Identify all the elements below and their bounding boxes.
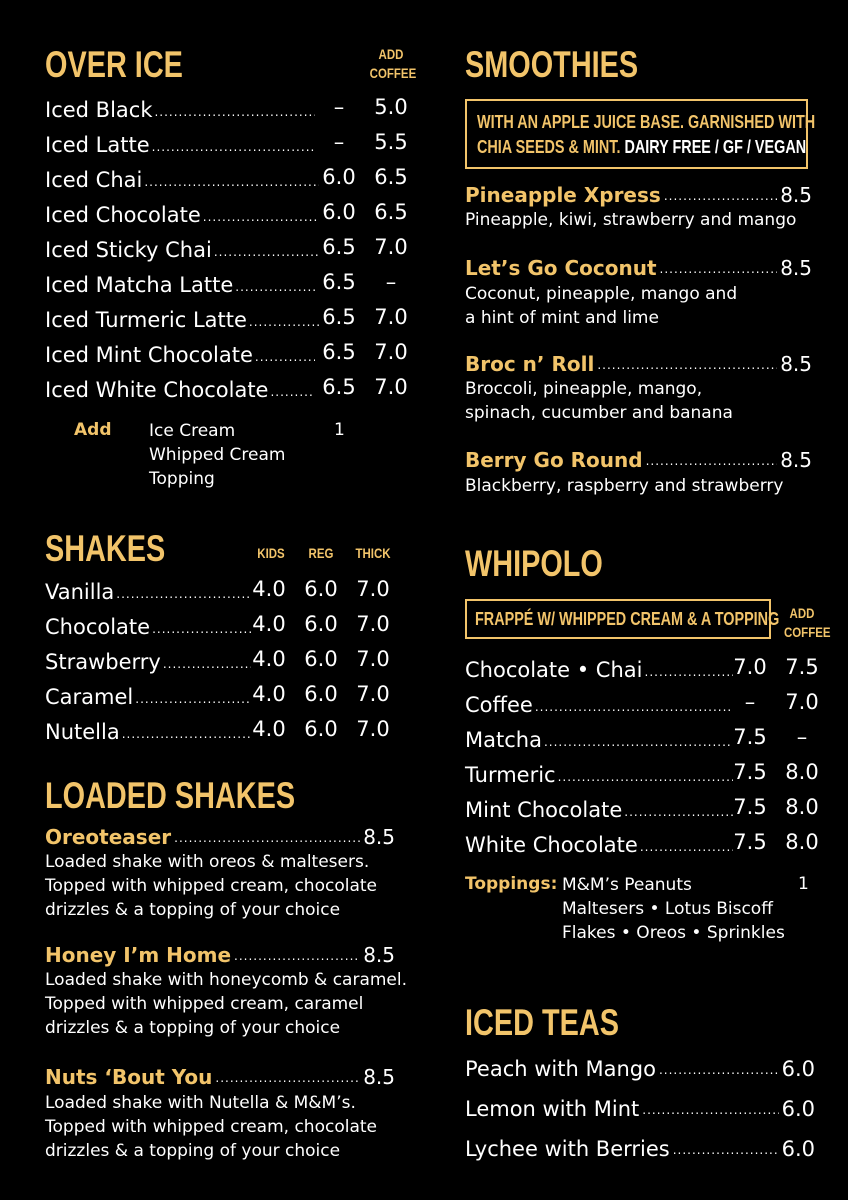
item-description: Loaded shake with honeycomb & caramel. Topped with whipped cream, caramel drizzles & a topping of your choice — [45, 970, 408, 1038]
thick-price: 7.0 — [356, 612, 390, 636]
coffee-price: 8.0 — [785, 830, 819, 854]
price: 7.5 — [733, 795, 767, 819]
item-name: Berry Go Round — [465, 448, 643, 472]
item-description: Pineapple, kiwi, strawberry and mango — [465, 210, 797, 230]
thick-header: THICK — [355, 545, 391, 561]
item-description: Coconut, pineapple, mango and a hint of mint and lime — [465, 284, 738, 328]
menu-item — [465, 1135, 815, 1163]
item-price: 6.0 — [781, 1097, 815, 1121]
list-item: Vanilla ..... — [45, 577, 253, 607]
kids-price: 4.0 — [252, 612, 286, 636]
coffee-price: 8.0 — [785, 795, 819, 819]
toppings-list — [562, 873, 785, 945]
price: 6.5 — [322, 305, 356, 329]
coffee-price: 7.0 — [374, 375, 408, 399]
reg-price: 6.0 — [304, 717, 338, 741]
item-price: 6.0 — [781, 1137, 815, 1161]
menu-item — [465, 1055, 815, 1083]
price: 7.5 — [733, 830, 767, 854]
coffee-price: 7.0 — [374, 340, 408, 364]
topping-item: Flakes • Oreos • Sprinkles — [562, 923, 785, 943]
price: 6.0 — [322, 165, 356, 189]
menu-item — [45, 1063, 395, 1091]
reg-price: 6.0 — [304, 682, 338, 706]
add-label: Add — [74, 420, 112, 440]
coffee-price: 7.5 — [785, 655, 819, 679]
item-name: Nuts ‘Bout You — [45, 1065, 213, 1089]
reg-price: 6.0 — [304, 577, 338, 601]
whipolo-note-box — [465, 599, 780, 639]
item-price: 8.5 — [780, 256, 812, 280]
topping-item: Maltesers • Lotus Biscoff — [562, 899, 773, 919]
item-name: Lemon with Mint — [465, 1097, 640, 1121]
item-description: Broccoli, pineapple, mango, spinach, cucumber and banana — [465, 379, 733, 423]
menu-item — [45, 823, 395, 851]
kids-price: 4.0 — [252, 717, 286, 741]
item-description: Loaded shake with Nutella & M&M’s. Topped with whipped cream, chocolate drizzles & a topping of your choice — [45, 1093, 377, 1161]
shakes-heading: SHAKES — [45, 528, 166, 569]
list-item: White Chocolate ..... — [465, 830, 735, 860]
item-name: Broc n’ Roll — [465, 352, 595, 376]
menu-item — [45, 941, 395, 969]
smoothies-note-box — [465, 99, 816, 169]
list-item: Iced Mint Chocolate ..... — [45, 340, 317, 370]
list-item: Chocolate ..... — [45, 612, 253, 642]
add-on-price: 1 — [334, 420, 345, 440]
menu-item — [465, 254, 812, 282]
coffee-price: – — [796, 725, 808, 749]
price: 7.5 — [733, 760, 767, 784]
add-label: ADD — [789, 605, 815, 621]
item-price: 8.5 — [780, 448, 812, 472]
thick-price: 7.0 — [356, 577, 390, 601]
over-ice-add-coffee-header — [369, 45, 417, 83]
list-item: Iced Sticky Chai ..... — [45, 235, 321, 265]
smoothies-note: WITH AN APPLE JUICE BASE. GARNISHED WITH CHIA SEEDS & MINT. DAIRY FREE / GF / VEGAN — [477, 112, 816, 157]
price: – — [333, 95, 345, 119]
price: 6.5 — [322, 235, 356, 259]
thick-price: 7.0 — [356, 682, 390, 706]
item-description: Loaded shake with oreos & maltesers. Topped with whipped cream, chocolate drizzles & a topping of your choice — [45, 852, 377, 920]
coffee-price: – — [385, 270, 397, 294]
list-item: Iced Latte ..... — [45, 130, 317, 160]
menu-item — [465, 1095, 815, 1123]
reg-price: 6.0 — [304, 647, 338, 671]
price: 7.5 — [733, 725, 767, 749]
over-ice-heading: OVER ICE — [45, 44, 183, 85]
item-name: Honey I’m Home — [45, 943, 232, 967]
whipolo-add-coffee-header — [783, 604, 831, 642]
item-name: Let’s Go Coconut — [465, 256, 657, 280]
list-item: Chocolate • Chai ..... — [465, 655, 735, 685]
item-description: Blackberry, raspberry and strawberry — [465, 476, 784, 496]
coffee-price: 7.0 — [785, 690, 819, 714]
toppings-price: 1 — [798, 874, 809, 894]
kids-price: 4.0 — [252, 647, 286, 671]
iced-teas-heading: ICED TEAS — [465, 1002, 619, 1043]
item-price: 8.5 — [363, 943, 395, 967]
coffee-price: 7.0 — [374, 235, 408, 259]
list-item: Caramel ..... — [45, 682, 253, 712]
item-price: 8.5 — [780, 183, 812, 207]
reg-price: 6.0 — [304, 612, 338, 636]
list-item: Iced Chocolate ..... — [45, 200, 321, 230]
coffee-price: 6.5 — [374, 165, 408, 189]
list-item: Nutella ..... — [45, 717, 253, 747]
price: 6.5 — [322, 270, 356, 294]
add-on-item: Ice Cream — [149, 421, 236, 441]
item-price: 8.5 — [363, 825, 395, 849]
list-item: Iced Chai ..... — [45, 165, 321, 195]
coffee-label: COFFEE — [783, 624, 831, 640]
kids-price: 4.0 — [252, 682, 286, 706]
item-name: Oreoteaser — [45, 825, 172, 849]
whipolo-note: FRAPPÉ W/ WHIPPED CREAM & A TOPPING — [475, 609, 780, 629]
add-ons-list — [149, 419, 285, 491]
item-price: 8.5 — [780, 352, 812, 376]
toppings-label: Toppings: — [465, 874, 558, 894]
menu-item — [465, 181, 812, 209]
add-on-item: Whipped Cream — [149, 445, 286, 465]
list-item: Iced Black ..... — [45, 95, 317, 125]
item-price: 8.5 — [363, 1065, 395, 1089]
list-item: Iced Matcha Latte ..... — [45, 270, 317, 300]
price: 6.5 — [322, 340, 356, 364]
item-name: Lychee with Berries — [465, 1137, 670, 1161]
list-item: Turmeric ..... — [465, 760, 735, 790]
list-item: Mint Chocolate ..... — [465, 795, 735, 825]
whipolo-heading: WHIPOLO — [465, 543, 603, 584]
thick-price: 7.0 — [356, 717, 390, 741]
list-item: Coffee ..... — [465, 690, 735, 720]
add-on-item: Topping — [149, 469, 215, 489]
coffee-price: 7.0 — [374, 305, 408, 329]
price: 6.0 — [322, 200, 356, 224]
coffee-label: COFFEE — [369, 65, 417, 81]
kids-price: 4.0 — [252, 577, 286, 601]
add-label: ADD — [378, 46, 404, 62]
item-name: Peach with Mango — [465, 1057, 656, 1081]
list-item: Iced White Chocolate ..... — [45, 375, 317, 405]
smoothies-heading: SMOOTHIES — [465, 44, 639, 85]
list-item: Iced Turmeric Latte ..... — [45, 305, 321, 335]
price: 7.0 — [733, 655, 767, 679]
price: 6.5 — [322, 375, 356, 399]
list-item: Matcha ..... — [465, 725, 735, 755]
coffee-price: 8.0 — [785, 760, 819, 784]
topping-item: M&M’s Peanuts — [562, 875, 692, 895]
price: – — [744, 690, 756, 714]
item-name: Pineapple Xpress — [465, 183, 661, 207]
coffee-price: 5.0 — [374, 95, 408, 119]
coffee-price: 6.5 — [374, 200, 408, 224]
thick-price: 7.0 — [356, 647, 390, 671]
loaded-shakes-heading: LOADED SHAKES — [45, 775, 296, 816]
coffee-price: 5.5 — [374, 130, 408, 154]
list-item: Strawberry ..... — [45, 647, 253, 677]
price: – — [333, 130, 345, 154]
reg-header: REG — [308, 545, 334, 561]
item-price: 6.0 — [781, 1057, 815, 1081]
menu-item — [465, 350, 812, 378]
kids-header: KIDS — [257, 545, 285, 561]
menu-item — [465, 446, 812, 474]
